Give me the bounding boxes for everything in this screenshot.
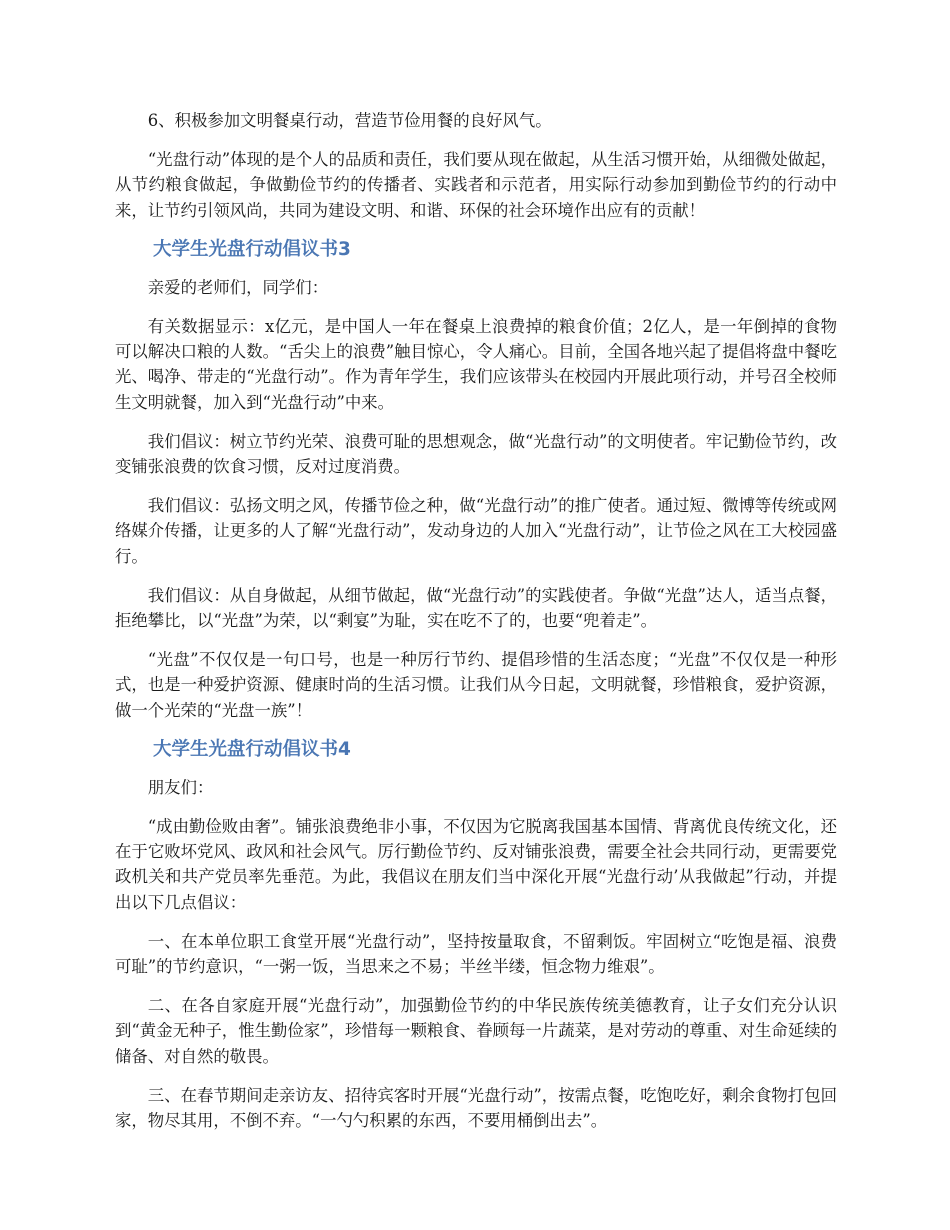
paragraph: 二、在各自家庭开展“光盘行动”，加强勤俭节约的中华民族传统美德教育，让子女们充分认识到“黄金无种子，惟生勤俭家”，珍惜每一颗粮食、眷顾每一片蔬菜，是对劳动的尊重、对生命延续的储备、对自然的敬畏。: [115, 996, 837, 1066]
paragraph: 我们倡议：弘扬文明之风，传播节俭之种，做“光盘行动”的推广使者。通过短、微博等传统或网络媒介传播，让更多的人了解“光盘行动”，发动身边的人加入“光盘行动”，让节俭之风在工大校园盛行。: [115, 496, 837, 566]
paragraph: 我们倡议：树立节约光荣、浪费可耻的思想观念，做“光盘行动”的文明使者。牢记勤俭节约，改变铺张浪费的饮食习惯，反对过度消费。: [115, 431, 837, 477]
paragraph: 三、在春节期间走亲访友、招待宾客时开展“光盘行动”，按需点餐，吃饱吃好，剩余食物打包回家，物尽其用，不倒不弃。“一勺勺积累的东西，不要用桶倒出去”。: [115, 1085, 837, 1131]
paragraph: “光盘”不仅仅是一句口号，也是一种厉行节约、提倡珍惜的生活态度；“光盘”不仅仅是一种形式，也是一种爱护资源、健康时尚的生活习惯。让我们从今日起，文明就餐，珍惜粮食，爱护资源，做一个光荣的“光盘一族”！: [115, 650, 837, 720]
salutation: 朋友们：: [147, 777, 214, 797]
section-heading: 大学生光盘行动倡议书4: [153, 738, 351, 760]
paragraph: 我们倡议：从自身做起，从细节做起，做“光盘行动”的实践使者。争做“光盘”达人，适当点餐，拒绝攀比，以“光盘”为荣，以“剩宴”为耻，实在吃不了的，也要“兜着走”。: [115, 585, 837, 631]
paragraph: 有关数据显示：x亿元，是中国人一年在餐桌上浪费掉的粮食价值；2亿人，是一年倒掉的食物可以解决口粮的人数。“舌尖上的浪费”触目惊心，令人痛心。目前，全国各地兴起了提倡将盘中餐吃光、喝净、带走的“光盘行动”。作为青年学生，我们应该带头在校园内开展此项行动，并号召全校师生文明就餐，加入到“光盘行动”中来。: [115, 317, 837, 412]
paragraph: 6、积极参加文明餐桌行动，营造节俭用餐的良好风气。: [147, 111, 552, 130]
paragraph: “成由勤俭败由奢”。铺张浪费绝非小事，不仅因为它脱离我国基本国情、背离优良传统文化，还在于它败坏党风、政风和社会风气。厉行勤俭节约、反对铺张浪费，需要全社会共同行动，更需要党政机关和共产党员率先垂范。为此，我倡议在朋友们当中深化开展“光盘行动’从我做起”行动，并提出以下几点倡议：: [115, 817, 837, 912]
paragraph: 一、在本单位职工食堂开展“光盘行动”，坚持按量取食，不留剩饭。牢固树立“吃饱是福、浪费可耻”的节约意识，“一粥一饭，当思来之不易；半丝半缕，恒念物力维艰”。: [115, 931, 837, 977]
document-page: [115, 108, 837, 1147]
section-heading: 大学生光盘行动倡议书3: [153, 238, 351, 260]
salutation: 亲爱的老师们，同学们：: [147, 277, 329, 297]
paragraph: “光盘行动”体现的是个人的品质和责任，我们要从现在做起，从生活习惯开始，从细微处做起，从节约粮食做起，争做勤俭节约的传播者、实践者和示范者，用实际行动参加到勤俭节约的行动中来，让节约引领风尚，共同为建设文明、和谐、环保的社会环境作出应有的贡献！: [115, 150, 837, 220]
